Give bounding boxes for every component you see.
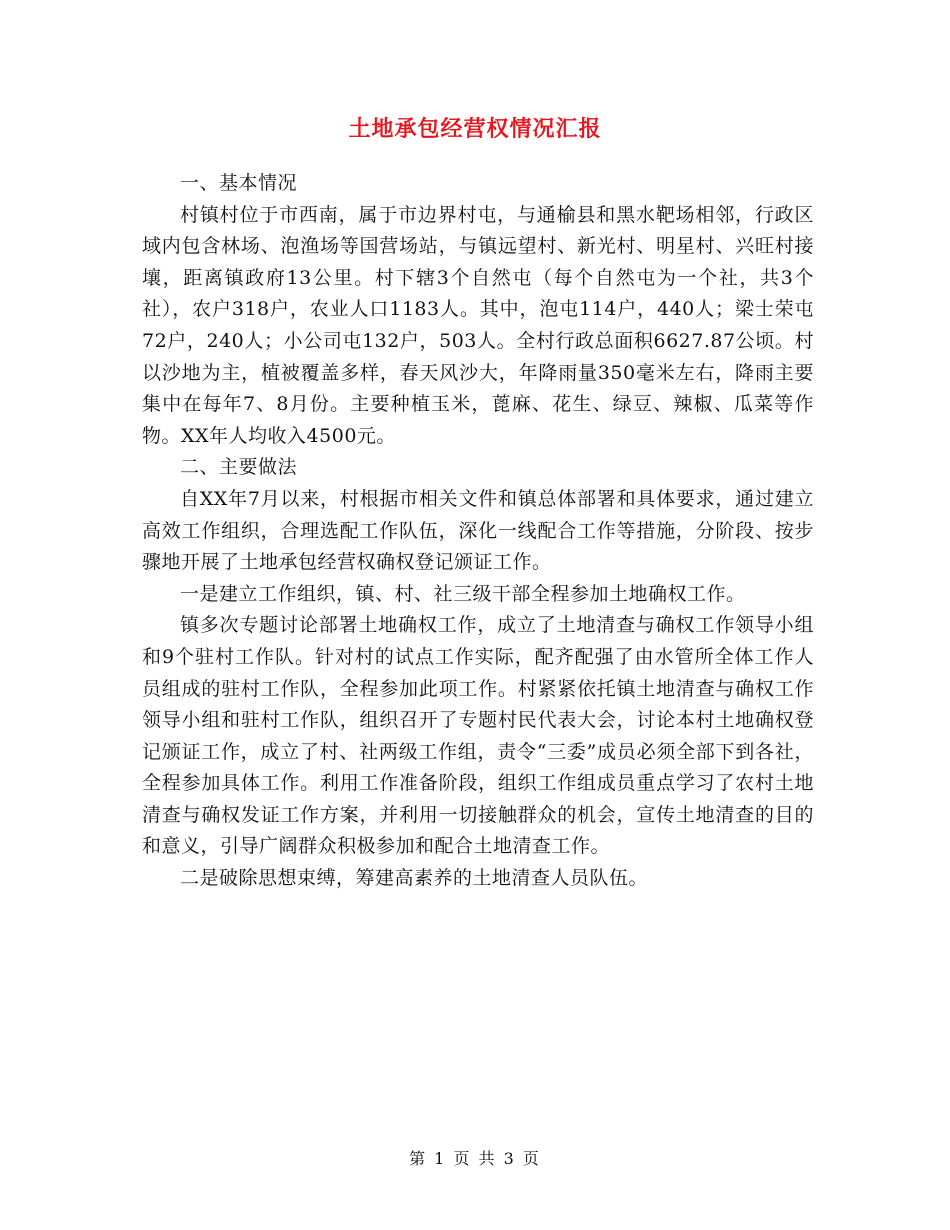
document-body: [142, 168, 814, 895]
paragraph: 自XX年7月以来，村根据市相关文件和镇总体部署和具体要求，通过建立高效工作组织，合理选配工作队伍，深化一线配合工作等措施，分阶段、按步骤地开展了土地承包经营权确权登记颁证工作。: [142, 487, 814, 574]
section-heading-basic: 一、基本情况: [180, 172, 298, 194]
paragraph: 镇多次专题讨论部署土地确权工作，成立了土地清查与确权工作领导小组和9个驻村工作队。针对村的试点工作实际，配齐配强了由水管所全体工作人员组成的驻村工作队，全程参加此项工作。村紧紧依托镇土地清查与确权工作领导小组和驻村工作队，组织召开了专题村民代表大会，讨论本村土地确权登记颁证工作，成立了村、社两级工作组，责令“三委”成员必须全部下到各社，全程参加具体工作。利用工作准备阶段，组织工作组成员重点学习了农村土地清查与确权发证工作方案，并利用一切接触群众的机会，宣传土地清查的目的和意义，引导广阔群众积极参加和配合土地清查工作。: [142, 614, 814, 858]
paragraph: 村镇村位于市西南，属于市边界村屯，与通榆县和黑水靶场相邻，行政区域内包含林场、泡渔场等国营场站，与镇远望村、新光村、明星村、兴旺村接壤，距离镇政府13公里。村下辖3个自然屯（每个自然屯为一个社，共3个社），农户318户，农业人口1183人。其中，泡屯114户，440人；梁士荣屯72户，240人；小公司屯132户，503人。全村行政总面积6627.87公顷。村以沙地为主，植被覆盖多样，春天风沙大，年降雨量350毫米左右，降雨主要集中在每年7、8月份。主要种植玉米，蓖麻、花生、绿豆、辣椒、瓜菜等作物。XX年人均收入4500元。: [142, 203, 814, 447]
paragraph: 二是破除思想束缚，筹建高素养的土地清查人员队伍。: [180, 867, 649, 890]
document-title: 土地承包经营权情况汇报: [348, 116, 602, 142]
section-heading-practice: 二、主要做法: [180, 456, 298, 479]
paragraph: 一是建立工作组织，镇、村、社三级干部全程参加土地确权工作。: [180, 582, 746, 605]
page-number-footer: 第 1 页 共 3 页: [409, 1149, 541, 1168]
